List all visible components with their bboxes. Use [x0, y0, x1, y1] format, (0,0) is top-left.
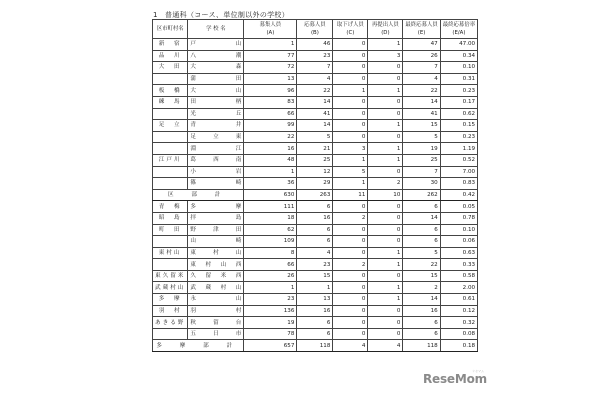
d-cell: 1	[368, 282, 403, 294]
a-cell: 96	[244, 85, 297, 97]
d-cell: 0	[368, 270, 403, 282]
table-row	[153, 50, 478, 62]
subtotal-e: 262	[403, 189, 440, 201]
b-cell: 41	[297, 108, 333, 120]
d-cell: 1	[368, 120, 403, 132]
ea-cell: 0.83	[440, 178, 477, 190]
area-cell: 多 摩	[153, 294, 188, 306]
c-cell: 0	[333, 50, 368, 62]
a-cell: 13	[244, 73, 297, 85]
d-cell: 0	[368, 317, 403, 329]
table-row	[153, 201, 478, 213]
e-cell: 5	[403, 247, 440, 259]
e-cell: 16	[403, 305, 440, 317]
c-cell: 0	[333, 236, 368, 248]
e-cell: 6	[403, 328, 440, 340]
area-cell	[153, 131, 188, 143]
b-cell: 6	[297, 328, 333, 340]
ea-cell: 0.32	[440, 317, 477, 329]
table-row	[153, 39, 478, 51]
subtotal-label: 区 部 計	[153, 189, 244, 201]
table-row	[153, 62, 478, 74]
e-cell: 15	[403, 120, 440, 132]
subtotal-ea: 0.42	[440, 189, 477, 201]
area-cell: 東久留米	[153, 270, 188, 282]
area-cell: 青 梅	[153, 201, 188, 213]
a-cell: 1	[244, 166, 297, 178]
e-cell: 7	[403, 62, 440, 74]
e-cell: 14	[403, 212, 440, 224]
b-cell: 6	[297, 317, 333, 329]
ea-cell: 0.05	[440, 201, 477, 213]
e-cell: 6	[403, 317, 440, 329]
subtotal-row-ku	[153, 189, 478, 201]
school-cell: 淵 江	[188, 143, 244, 155]
b-cell: 23	[297, 50, 333, 62]
e-cell: 47	[403, 39, 440, 51]
a-cell: 16	[244, 143, 297, 155]
subtotal-d: 4	[368, 340, 403, 352]
ku-section	[153, 39, 478, 190]
a-cell: 66	[244, 259, 297, 271]
header-row	[153, 20, 478, 39]
subtotal-b: 263	[297, 189, 333, 201]
school-cell: 光 丘	[188, 108, 244, 120]
c-cell: 2	[333, 212, 368, 224]
school-cell: 東 村 山	[188, 247, 244, 259]
d-cell: 0	[368, 305, 403, 317]
c-cell: 0	[333, 317, 368, 329]
ea-cell: 0.17	[440, 96, 477, 108]
table-title: 1 普通科（コース、単位制以外の学校）	[153, 11, 290, 19]
header-ea: 最終応募倍率 (E/A)	[440, 20, 477, 39]
d-cell: 1	[368, 143, 403, 155]
b-cell: 15	[297, 270, 333, 282]
subtotal-c: 11	[333, 189, 368, 201]
school-cell: 篠 崎	[188, 178, 244, 190]
a-cell: 23	[244, 294, 297, 306]
d-cell: 0	[368, 236, 403, 248]
school-cell: 青 井	[188, 120, 244, 132]
b-cell: 29	[297, 178, 333, 190]
b-cell: 4	[297, 73, 333, 85]
d-cell: 0	[368, 96, 403, 108]
area-cell	[153, 143, 188, 155]
c-cell: 0	[333, 131, 368, 143]
school-cell: 永 山	[188, 294, 244, 306]
c-cell: 1	[333, 178, 368, 190]
c-cell: 0	[333, 247, 368, 259]
subtotal-a: 630	[244, 189, 297, 201]
header-a: 募集人員 (A)	[244, 20, 297, 39]
a-cell: 83	[244, 96, 297, 108]
area-cell: 大 田	[153, 62, 188, 74]
e-cell: 14	[403, 96, 440, 108]
ea-cell: 0.10	[440, 62, 477, 74]
e-cell: 6	[403, 201, 440, 213]
area-cell	[153, 328, 188, 340]
a-cell: 77	[244, 50, 297, 62]
e-cell: 5	[403, 131, 440, 143]
b-cell: 25	[297, 154, 333, 166]
ea-cell: 0.23	[440, 131, 477, 143]
area-cell: 品 川	[153, 50, 188, 62]
subtotal-a: 657	[244, 340, 297, 352]
a-cell: 19	[244, 317, 297, 329]
d-cell: 1	[368, 247, 403, 259]
subtotal-b: 118	[297, 340, 333, 352]
area-cell: 武蔵村山	[153, 282, 188, 294]
b-cell: 6	[297, 201, 333, 213]
header-c: 取下げ人員 (C)	[333, 20, 368, 39]
a-cell: 66	[244, 108, 297, 120]
b-cell: 46	[297, 39, 333, 51]
b-cell: 16	[297, 212, 333, 224]
ea-cell: 0.23	[440, 85, 477, 97]
e-cell: 19	[403, 143, 440, 155]
table-row	[153, 120, 478, 132]
applicants-table	[152, 19, 478, 352]
area-cell	[153, 166, 188, 178]
school-cell: 田 柄	[188, 96, 244, 108]
header-d: 再提出人員 (D)	[368, 20, 403, 39]
header-b: 応募人員 (B)	[297, 20, 333, 39]
d-cell: 0	[368, 108, 403, 120]
area-cell	[153, 108, 188, 120]
table-row	[153, 85, 478, 97]
table-row	[153, 131, 478, 143]
ea-cell: 0.52	[440, 154, 477, 166]
ea-cell: 0.15	[440, 120, 477, 132]
tama-section	[153, 201, 478, 340]
ea-cell: 0.12	[440, 305, 477, 317]
school-cell: 小 岩	[188, 166, 244, 178]
ea-cell: 0.34	[440, 50, 477, 62]
d-cell: 1	[368, 154, 403, 166]
area-cell: 足 立	[153, 120, 188, 132]
table-row	[153, 236, 478, 248]
ea-cell: 7.00	[440, 166, 477, 178]
b-cell: 21	[297, 143, 333, 155]
table-row	[153, 294, 478, 306]
area-cell: 江戸川	[153, 154, 188, 166]
a-cell: 1	[244, 39, 297, 51]
area-cell: 板 橋	[153, 85, 188, 97]
a-cell: 48	[244, 154, 297, 166]
c-cell: 0	[333, 39, 368, 51]
ea-cell: 0.62	[440, 108, 477, 120]
c-cell: 0	[333, 294, 368, 306]
e-cell: 26	[403, 50, 440, 62]
c-cell: 0	[333, 62, 368, 74]
ea-cell: 0.06	[440, 236, 477, 248]
area-cell	[153, 178, 188, 190]
area-cell: 練 馬	[153, 96, 188, 108]
c-cell: 0	[333, 96, 368, 108]
c-cell: 1	[333, 85, 368, 97]
header-school: 学 校 名	[188, 20, 244, 39]
area-cell	[153, 73, 188, 85]
ea-cell: 0.31	[440, 73, 477, 85]
b-cell: 12	[297, 166, 333, 178]
school-cell: 八 潮	[188, 50, 244, 62]
school-cell: 山 崎	[188, 236, 244, 248]
ea-cell: 0.33	[440, 259, 477, 271]
a-cell: 111	[244, 201, 297, 213]
school-cell: 秋 留 台	[188, 317, 244, 329]
c-cell: 0	[333, 270, 368, 282]
school-cell: 久 留 米 西	[188, 270, 244, 282]
area-cell: 新 宿	[153, 39, 188, 51]
school-cell: 多 摩	[188, 201, 244, 213]
ea-cell: 0.08	[440, 328, 477, 340]
b-cell: 14	[297, 96, 333, 108]
subtotal-c: 4	[333, 340, 368, 352]
a-cell: 1	[244, 282, 297, 294]
a-cell: 22	[244, 131, 297, 143]
subtotal-row-tama	[153, 340, 478, 352]
school-cell: 大 山	[188, 85, 244, 97]
school-cell: 大 森	[188, 62, 244, 74]
d-cell: 0	[368, 201, 403, 213]
c-cell: 3	[333, 143, 368, 155]
school-cell: 羽 村	[188, 305, 244, 317]
school-cell: 武 蔵 村 山	[188, 282, 244, 294]
e-cell: 15	[403, 270, 440, 282]
d-cell: 0	[368, 328, 403, 340]
d-cell: 1	[368, 85, 403, 97]
a-cell: 62	[244, 224, 297, 236]
c-cell: 0	[333, 282, 368, 294]
e-cell: 22	[403, 259, 440, 271]
a-cell: 26	[244, 270, 297, 282]
d-cell: 0	[368, 212, 403, 224]
e-cell: 6	[403, 236, 440, 248]
a-cell: 72	[244, 62, 297, 74]
c-cell: 5	[333, 166, 368, 178]
e-cell: 4	[403, 73, 440, 85]
ea-cell: 0.78	[440, 212, 477, 224]
subtotal-e: 118	[403, 340, 440, 352]
c-cell: 0	[333, 201, 368, 213]
table-row	[153, 178, 478, 190]
ea-cell: 0.63	[440, 247, 477, 259]
b-cell: 7	[297, 62, 333, 74]
d-cell: 0	[368, 73, 403, 85]
c-cell: 0	[333, 328, 368, 340]
resemom-logo-sub: リセマム	[472, 369, 484, 373]
c-cell: 0	[333, 120, 368, 132]
b-cell: 5	[297, 131, 333, 143]
school-cell: 野 津 田	[188, 224, 244, 236]
ea-cell: 0.61	[440, 294, 477, 306]
table-row	[153, 154, 478, 166]
d-cell: 0	[368, 166, 403, 178]
table-row	[153, 270, 478, 282]
school-cell: 五 日 市	[188, 328, 244, 340]
table-row	[153, 305, 478, 317]
b-cell: 14	[297, 120, 333, 132]
area-cell: 羽 村	[153, 305, 188, 317]
e-cell: 41	[403, 108, 440, 120]
table-row	[153, 282, 478, 294]
table-row	[153, 247, 478, 259]
table-row	[153, 108, 478, 120]
school-cell: 東 村 山 西	[188, 259, 244, 271]
c-cell: 0	[333, 73, 368, 85]
area-cell: 町 田	[153, 224, 188, 236]
table-row	[153, 143, 478, 155]
area-cell	[153, 259, 188, 271]
b-cell: 16	[297, 305, 333, 317]
table-row	[153, 224, 478, 236]
table-row	[153, 317, 478, 329]
d-cell: 1	[368, 294, 403, 306]
ku-subtotal-section	[153, 189, 478, 201]
school-cell: 拝 島	[188, 212, 244, 224]
school-cell: 足 立 東	[188, 131, 244, 143]
table-row	[153, 73, 478, 85]
d-cell: 1	[368, 39, 403, 51]
c-cell: 2	[333, 259, 368, 271]
c-cell: 1	[333, 154, 368, 166]
b-cell: 6	[297, 236, 333, 248]
e-cell: 6	[403, 224, 440, 236]
c-cell: 0	[333, 224, 368, 236]
a-cell: 18	[244, 212, 297, 224]
a-cell: 36	[244, 178, 297, 190]
table-row	[153, 212, 478, 224]
header-e: 最終応募人員 (E)	[403, 20, 440, 39]
subtotal-d: 10	[368, 189, 403, 201]
tama-subtotal-section	[153, 340, 478, 352]
ea-cell: 0.58	[440, 270, 477, 282]
header-area: 区市町村名	[153, 20, 188, 39]
e-cell: 14	[403, 294, 440, 306]
d-cell: 1	[368, 259, 403, 271]
e-cell: 30	[403, 178, 440, 190]
d-cell: 0	[368, 131, 403, 143]
d-cell: 0	[368, 62, 403, 74]
b-cell: 22	[297, 85, 333, 97]
b-cell: 6	[297, 224, 333, 236]
b-cell: 23	[297, 259, 333, 271]
table-row	[153, 96, 478, 108]
e-cell: 22	[403, 85, 440, 97]
a-cell: 99	[244, 120, 297, 132]
resemom-logo: ReseMom	[423, 372, 487, 386]
ea-cell: 1.19	[440, 143, 477, 155]
school-cell: 戸 山	[188, 39, 244, 51]
c-cell: 0	[333, 108, 368, 120]
e-cell: 2	[403, 282, 440, 294]
area-cell: 昭 島	[153, 212, 188, 224]
b-cell: 1	[297, 282, 333, 294]
area-cell: あきる野	[153, 317, 188, 329]
d-cell: 2	[368, 178, 403, 190]
b-cell: 13	[297, 294, 333, 306]
c-cell: 0	[333, 305, 368, 317]
school-cell: 葛 西 南	[188, 154, 244, 166]
area-cell	[153, 236, 188, 248]
e-cell: 25	[403, 154, 440, 166]
b-cell: 4	[297, 247, 333, 259]
table-row	[153, 328, 478, 340]
subtotal-ea: 0.18	[440, 340, 477, 352]
ea-cell: 2.00	[440, 282, 477, 294]
table-row	[153, 166, 478, 178]
a-cell: 109	[244, 236, 297, 248]
a-cell: 136	[244, 305, 297, 317]
ea-cell: 0.10	[440, 224, 477, 236]
d-cell: 3	[368, 50, 403, 62]
school-cell: 蒲 田	[188, 73, 244, 85]
subtotal-label: 多 摩 部 計	[153, 340, 244, 352]
e-cell: 7	[403, 166, 440, 178]
a-cell: 8	[244, 247, 297, 259]
area-cell: 東村山	[153, 247, 188, 259]
a-cell: 78	[244, 328, 297, 340]
table-row	[153, 259, 478, 271]
ea-cell: 47.00	[440, 39, 477, 51]
d-cell: 0	[368, 224, 403, 236]
